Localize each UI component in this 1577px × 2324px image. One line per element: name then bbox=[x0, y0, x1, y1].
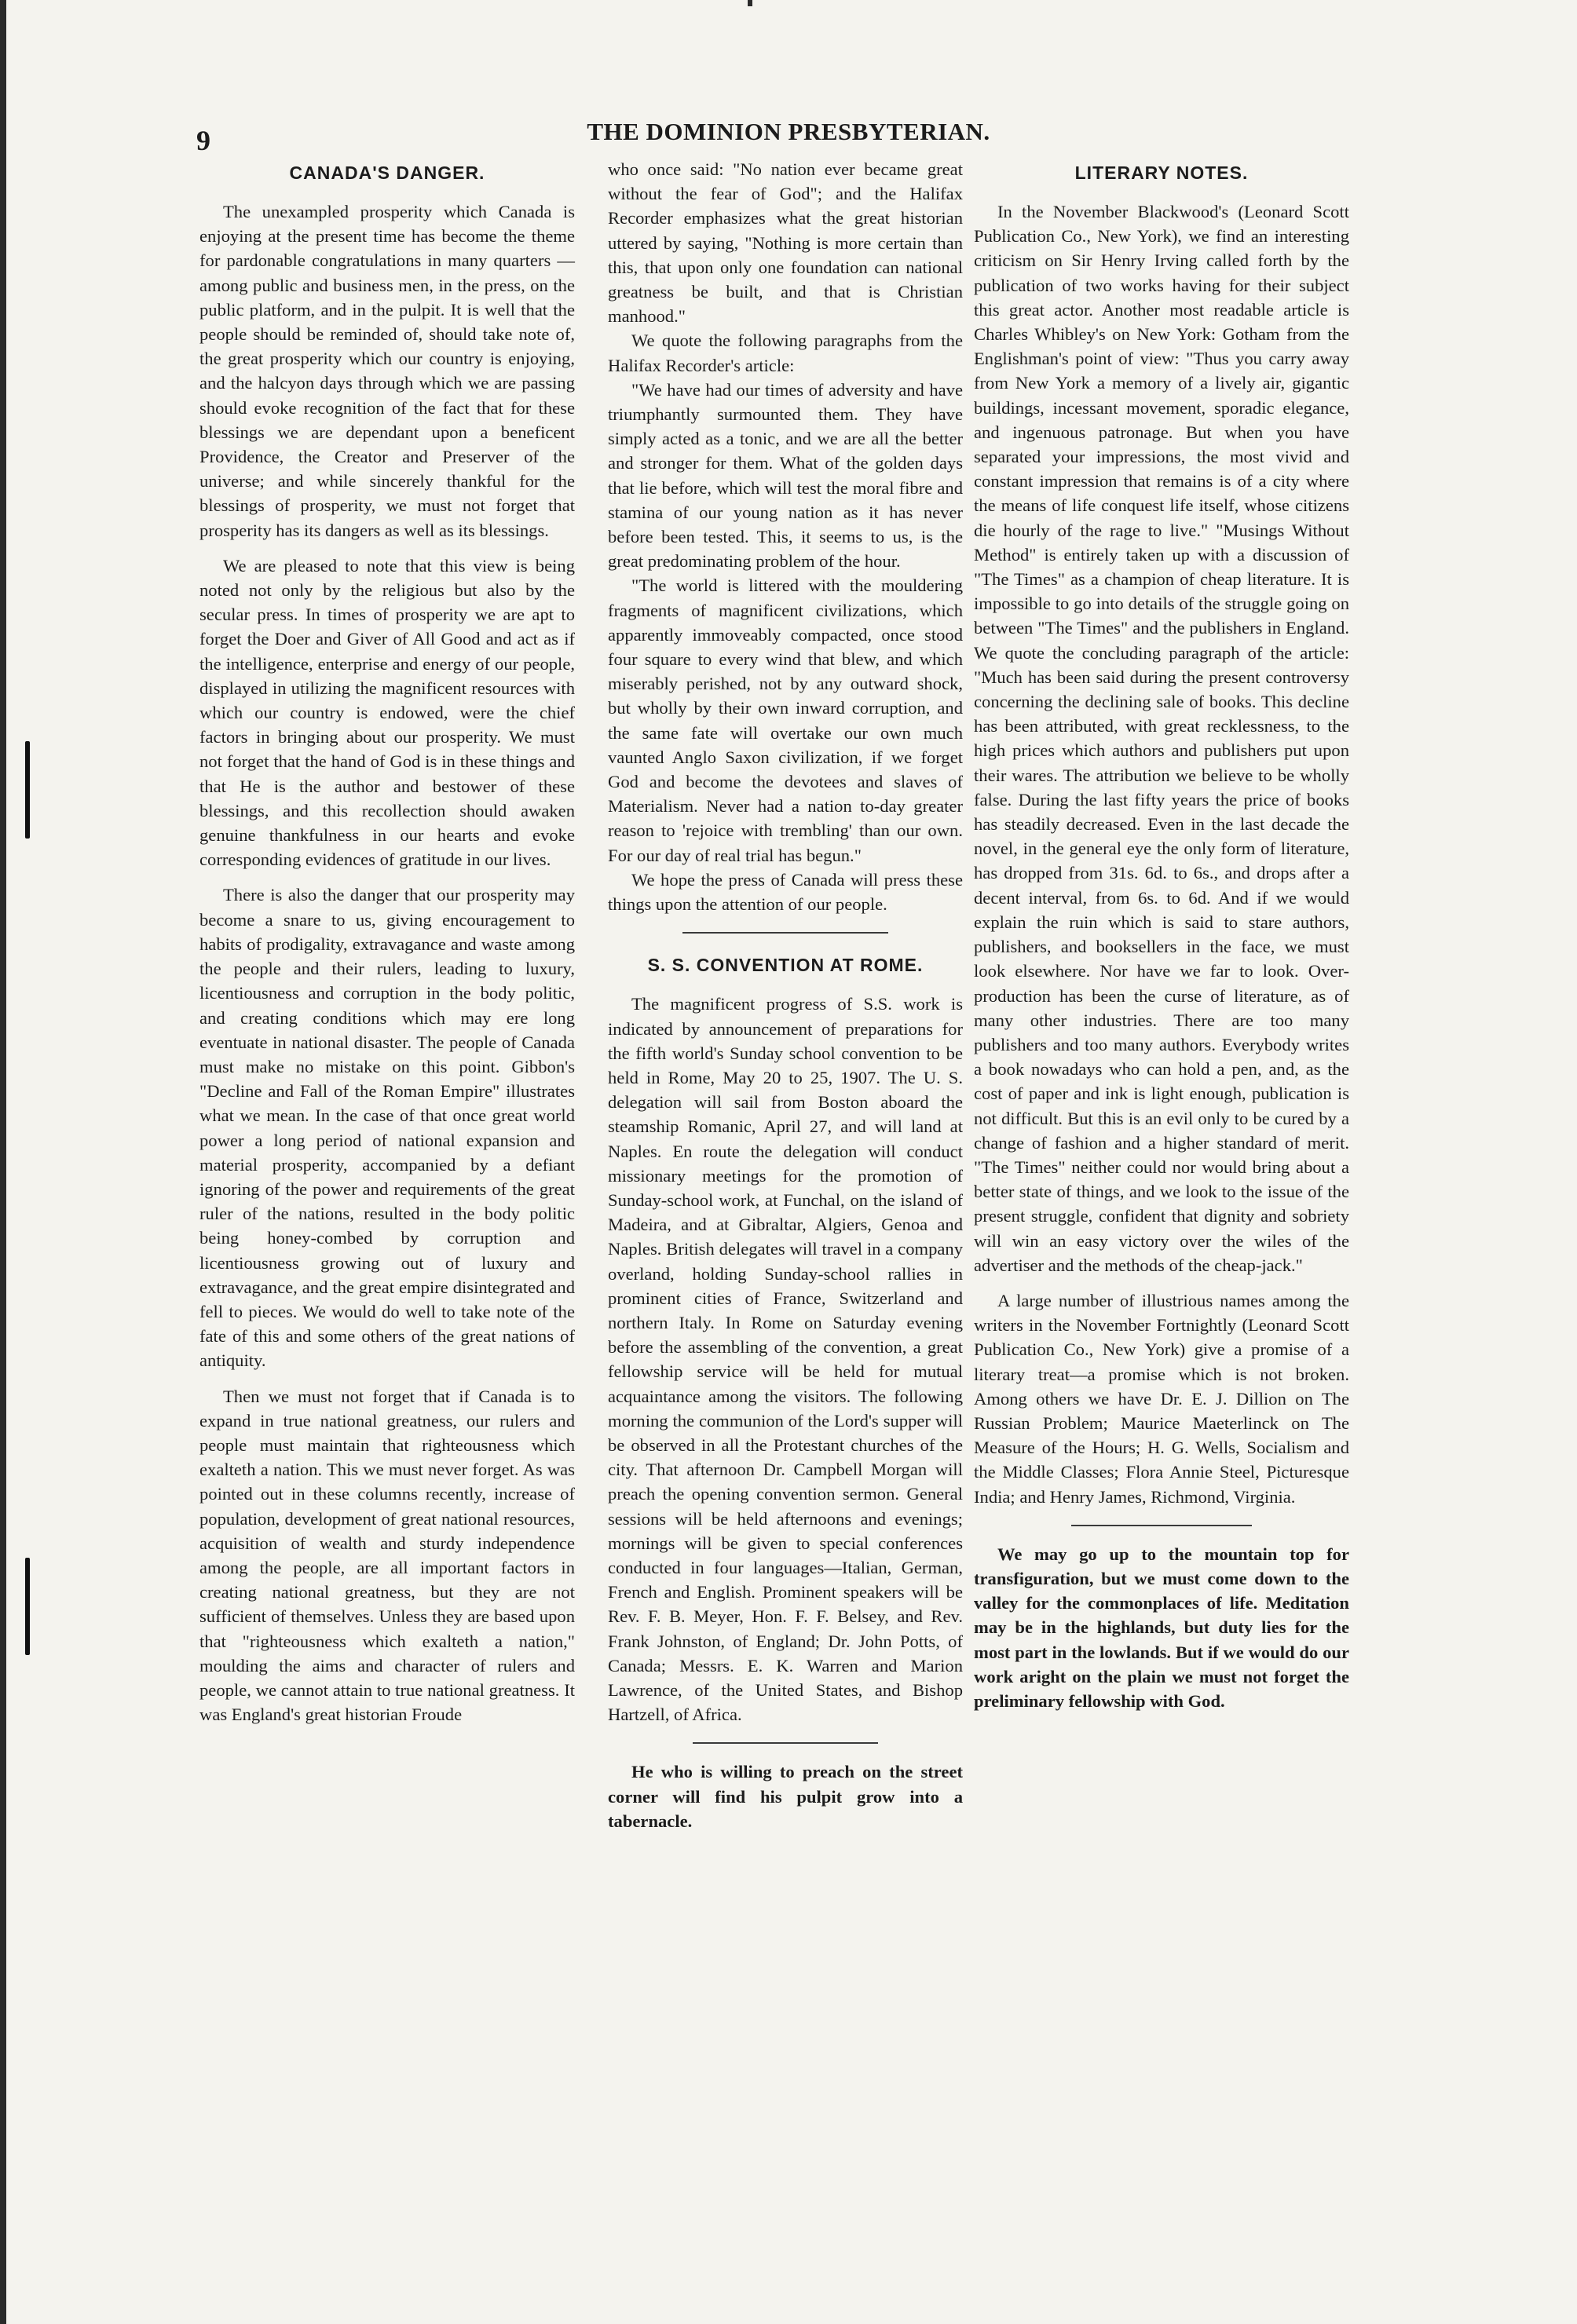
article-paragraph: The unexampled prosperity which Canada is enjoying at the present time has become the theme for pardonable congratulations in many quarters — among public and business men, in the press, on the public platform, and in the pulpit. It is well that the people should be reminded of, should take note of, the great prosperity which our country is enjoying, and the halcyon days through which we are passing should evoke recognition of the fact that for these blessings we are dependant upon a beneficent Providence, the Creator and Preserver of the universe; and while sincerely thankful for the blessings of prosperity, we must not forget that prosperity has its dangers as well as its blessings. bbox=[199, 202, 575, 540]
section-divider bbox=[682, 932, 888, 934]
article-paragraph: "The world is littered with the mouldering fragments of magnificent civilizations, which apparently immoveably compacted, once stood four square to every wind that blew, and which miserably perished, not by any outward shock, but wholly by their own inward corruption, and the same fate will overtake our own much vaunted Anglo Saxon civilization, if we forget God and become the devotees and slaves of Materialism. Never had a nation to-day greater reason to 'rejoice with trembling' than our own. For our day of real trial has begun." bbox=[608, 576, 963, 865]
column-literary-notes bbox=[974, 157, 1349, 1713]
article-heading: S. S. CONVENTION AT ROME. bbox=[647, 955, 924, 976]
masthead: THE DOMINION PRESBYTERIAN. bbox=[587, 118, 990, 145]
article-paragraph: There is also the danger that our prosperity may become a snare to us, giving encouragement to habits of prodigality, extravagance and waste among the people and their rulers, leading to luxury, licentiousness and corruption in the body politic, and creating conditions which may ere long eventuate in national disaster. The people of Canada must make no mistake on this point. Gibbon's "Decline and Fall of the Roman Empire" illustrates what we mean. In the case of that once great world power a long period of national expansion and material prosperity, accompanied by a defiant ignoring of the power and requirements of the great ruler of the nations, resulted in the body politic being honey-combed by corruption and licentiousness growing out of luxury and extravagance, and the great empire disintegrated and fell to pieces. We would do well to take note of the fate of this and some others of the great nations of antiquity. bbox=[199, 885, 575, 1371]
article-paragraph: We hope the press of Canada will press these things upon the attention of our people. bbox=[608, 869, 963, 915]
article-paragraph: We quote the following paragraphs from the Halifax Recorder's article: bbox=[608, 331, 963, 375]
article-paragraph: "We have had our times of adversity and have triumphantly surmounted them. They have simply acted as a tonic, and we are all the better and stronger for them. What of the golden days that lie before, which will test the moral fibre and stamina of our young nation as it has never before been tested. This, it seems to us, is the great predominating problem of the hour. bbox=[608, 379, 963, 572]
page-number: 9 bbox=[196, 125, 210, 156]
article-paragraph: The magnificent progress of S.S. work is indicated by announcement of preparations for the fifth world's Sunday school convention to be held in Rome, May 20 to 25, 1907. The U. S. delegation will sail from Boston aboard the steamship Romanic, April 27, and will land at Naples. En route the delegation will conduct missionary meetings for the promotion of Sunday-school work, at Funchal, on the island of Madeira, and at Gibraltar, Algiers, Genoa and Naples. British delegates will travel in a company overland, holding Sunday-school rallies in prominent cities of France, Switzerland and northern Italy. In Rome on Saturday evening before the assembling of the convention, a great fellowship service will be held for mutual acquaintance among the visitors. The following morning the communion of the Lord's supper will be observed in all the Protestant churches of the city. That afternoon Dr. Campbell Morgan will preach the opening convention sermon. General sessions will be held afternoons and evenings; mornings will be given to special conferences conducted in four languages—Italian, German, French and English. Prominent speakers will be Rev. F. B. Meyer, Hon. F. F. Belsey, and Rev. Frank Johnston, of England; Dr. John Potts, of Canada; Messrs. E. K. Warren and Marion Lawrence, of the United States, and Bishop Hartzell, of Africa. bbox=[608, 994, 963, 1725]
column-middle bbox=[608, 157, 963, 1833]
margin-mark bbox=[25, 741, 30, 839]
article-paragraph: A large number of illustrious names among the writers in the November Fortnightly (Leonard Scott Publication Co., New York) give a promise of a literary treat—a promise which is not broken. Among others we have Dr. E. J. Dillion on The Russian Problem; Maurice Maeterlinck on The Measure of the Hours; H. G. Wells, Socialism and the Middle Classes; Flora Annie Steel, Picturesque India; and Henry James, Richmond, Virginia. bbox=[974, 1290, 1349, 1507]
scan-mark bbox=[748, 0, 752, 6]
column-canadas-danger bbox=[199, 157, 575, 1727]
article-paragraph: who once said: "No nation ever became great without the fear of God"; and the Halifax Recorder emphasizes what the great historian uttered by saying, "Nothing is more certain than this, that upon only one foundation can national greatness be built, and that is Christian manhood." bbox=[608, 159, 963, 327]
article-paragraph: In the November Blackwood's (Leonard Scott Publication Co., New York), we find an interesting criticism on Sir Henry Irving called forth by the publication of two works having for their subject this great actor. Another most readable article is Charles Whibley's on New York: Gotham from the Englishman's point of view: "Thus you carry away from New York a memory of a lively air, gigantic buildings, incessant movement, sporadic elegance, and ingenuous patronage. But when you have separated your impressions, the most vivid and constant impression that remains is of a city where the means of life conquest life itself, whose citizens die hourly of the rage to live." "Musings Without Method" is entirely taken up with a discussion of "The Times" as a champion of cheap literature. It is impossible to go into details of the struggle going on between "The Times" and the publishers in England. We quote the concluding paragraph of the article: "Much has been said during the present controversy concerning the declining sale of books. This decline has been attributed, with great recklessness, to the high prices which authors and publishers put upon their wares. The attribution we believe to be wholly false. During the last fifty years the price of books has steadily decreased. Even in the last decade the novel, in the general eye the only form of literature, has dropped from 31s. 6d. to 6s., and drops after a decent interval, from 6s. to 6d. And if we would explain the ruin which is said to stare authors, publishers, and booksellers in the face, we must look elsewhere. Nor have we far to look. Over-production has been the curse of literature, as of many other industries. There are too many publishers and too many authors. Everybody writes a book nowadays who can hold a pen, and, as the cost of paper and ink is light enough, publication is not difficult. But this is an evil only to be cured by a change of fashion and a higher standard of merit. "The Times" neither could nor would bring about a better state of things, and we look to the issue of the present struggle, confident that dignity and sobriety will win an easy victory over the wiles of the advertiser and the methods of the cheap-jack." bbox=[974, 202, 1349, 1275]
scan-edge bbox=[0, 0, 6, 2324]
section-divider bbox=[693, 1742, 877, 1744]
article-heading: LITERARY NOTES. bbox=[1074, 163, 1249, 183]
pull-quote: He who is willing to preach on the street corner will find his pulpit grow into a tabernacle. bbox=[608, 1762, 963, 1831]
article-heading: CANADA'S DANGER. bbox=[289, 163, 485, 183]
pull-quote: We may go up to the mountain top for transfiguration, but we must come down to the valley for the commonplaces of life. Meditation may be in the highlands, but duty lies for the most part in the lowlands. But if we would do our work aright on the plain we must not forget the preliminary fellowship with God. bbox=[974, 1544, 1349, 1711]
margin-mark bbox=[25, 1558, 30, 1655]
article-paragraph: We are pleased to note that this view is being noted not only by the religious but also by the secular press. In times of prosperity we are apt to forget the Doer and Giver of All Good and act as if the intelligence, enterprise and energy of our people, displayed in utilizing the magnificent resources with which our country is endowed, were the chief factors in bringing about our prosperity. We must not forget that the hand of God is in these things and that He is the author and bestower of these blessings, and this recollection should awaken genuine thankfulness in our hearts and evoke corresponding evidences of gratitude in our lives. bbox=[199, 555, 575, 870]
section-divider bbox=[1071, 1525, 1251, 1526]
article-paragraph: Then we must not forget that if Canada is to expand in true national greatness, our rulers and people must maintain that righteousness which exalteth a nation. This we must never forget. As was pointed out in these columns recently, increase of population, development of great national resources, acquisition of wealth and sturdy independence among the people, are all important factors in creating national greatness, but they are not sufficient of themselves. Unless they are based upon that "righteousness which exalteth a nation," moulding the aims and character of rulers and people, we cannot attain to true national greatness. It was England's great historian Froude bbox=[199, 1386, 575, 1725]
